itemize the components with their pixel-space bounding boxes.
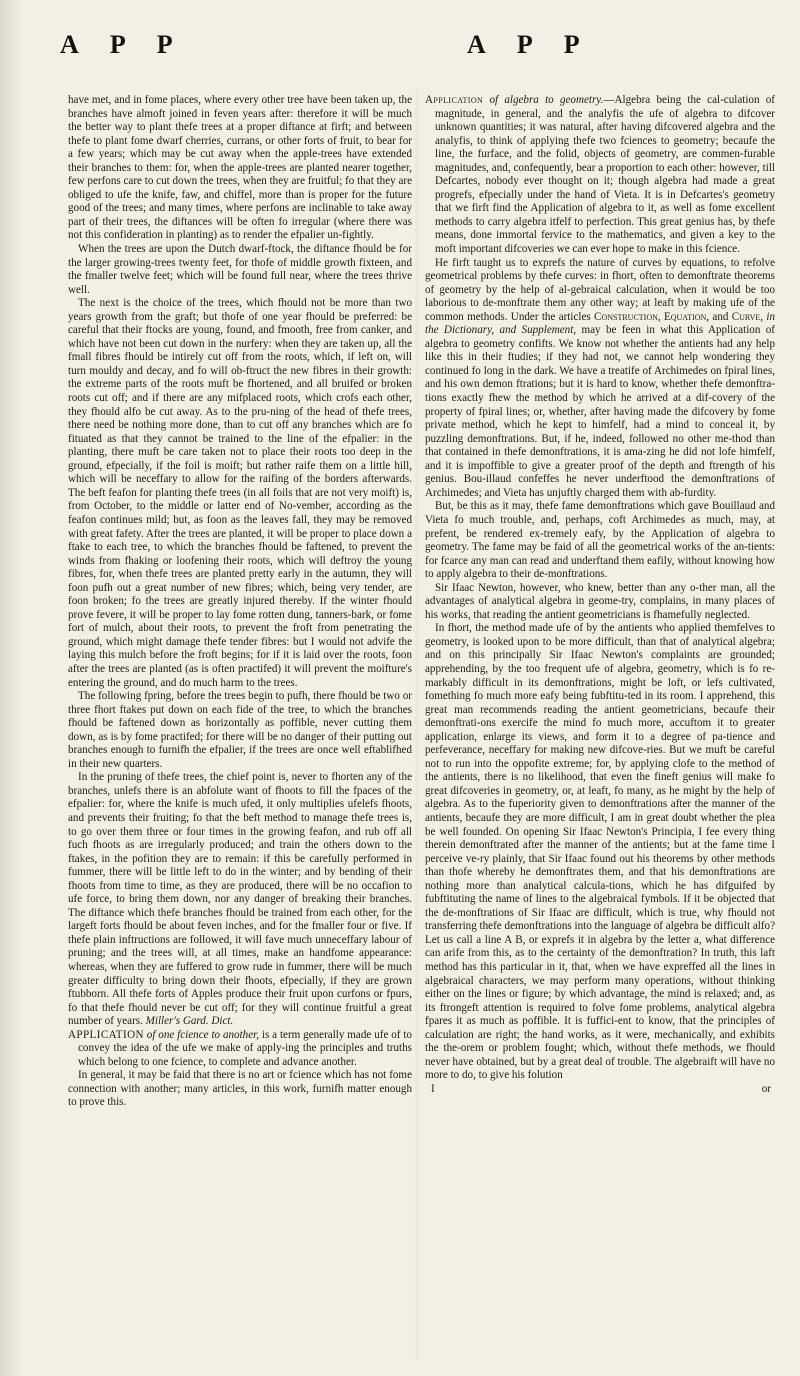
paragraph	[68, 771, 412, 1028]
paragraph-text: In the pruning of thefe trees, the chief point is, never to fhorten any of the branches, unlefs there is an abfolute want of fhoots to fill the fpaces of the efpalier: for, where the knife is much ufed, it only multiplies ufelefs fhoots, and prevents their fruiting; fo that the beft method to manage thefe trees is, to go over them three or four times in the growing feafon, and rub off all fuch fhoots as are irregularly produced; and train the others down to the ftakes, in the pofition they are to remain: if this be carefully performed in fummer, there will be little left to do in the winter; and by bending of their fhoots from time to time, as they are produced, there will be no occafion to ufe force, to bring them down, nor any danger of breaking their branches. The diftance which thefe branches fhould be trained from each other, for the largeft forts fhould be about feven inches, and for the fmaller four or five. If thefe plain inftructions are followed, it will fave much unneceffary labour of pruning; and the trees will, at all times, make an handfome appearance: whereas, when they are fuffered to grow rude in fummer, there will be much greater difficulty to bring down their fhoots, efpecially, if they are grown ftubborn. All thefe forts of Apples produce their fruit upon curfons or fpurs, fo that thefe fhould never be cut off; for they will continue fruitful a great number of years.	[68, 771, 412, 1028]
paragraph: When the trees are upon the Dutch dwarf-ftock, the diftance fhould be for the larger growing-trees twenty feet, for thofe of middle growth fixteen, and the fmaller twelve feet; which will be found full near, where the trees thrive well.	[68, 243, 412, 296]
catchword: or	[761, 1082, 771, 1095]
source-reference: Miller's Gard. Dict.	[145, 1015, 234, 1028]
page-footer	[425, 1083, 775, 1097]
paragraph: But, be this as it may, thefe fame demonftrations which gave Bouillaud and Vieta fo much trouble, and, perhaps, coft Archimedes as much, may, at prefent, be rendered ex-tremely eafy, by the Application of algebra to geometry. The fame may be faid of all the geometrical works of the an-tients: for fcarce any man can read and underftand them eafily, without knowing how to apply algebra to their de-monftrations.	[425, 500, 775, 581]
paragraph: The next is the choice of the trees, which fhould not be more than two years growth from the graft; but thofe of one year fhould be preferred: be careful that their ftocks are young, found, and fmooth, free from canker, and which have not been cut down in the nurfery: when they are taken up, all the fmall fibres fhould be intirely cut off from the roots, which, if left on, will turn mouldy and decay, and fo will ob-ftruct the new fibres in their growth: the extreme parts of the roots muft be fhortened, and all bruifed or broken roots cut off; and if there are any mifplaced roots, which crofs each other, they fhould alfo be cut away. As to the pru-ning of the head of thefe trees, there need be nothing more done, than to cut off any branches which are fo fituated as that they cannot be trained to the line of the efpalier: in the planting, there muft be care taken not to place their roots too deep in the ground, efpecially, if the foil is moift; but rather raife them on a little hill, which will be neceffary to allow for the raifing of the borders afterwards. The beft feafon for planting thefe trees (in all foils that are not very moift) is, from October, to the middle or latter end of No-vember, according as the feafon continues mild; but, as foon as the leaves fall, they may be removed with great fafety. After the trees are planted, it will be proper to place down a ftake to each tree, to which the branches fhould be faftened, to prevent the winds from fhaking or loofening their roots, which will deftroy the young fibres, for, when thefe trees are planted pretty early in the autumn, they will foon pufh out a great number of new fibres; which, being very tender, are foon broken; fo the trees are greatly injured thereby. If the winter fhould prove fevere, it will be proper to lay fome rotten dung, tanners-bark, or fome fort of mulch, about their roots, to prevent the froft from penetrating the ground, which might damage thefe tender fibres: but I would not advife the laying this mulch before the froft begins; for if it is laid over the roots, foon after the trees are planted (as is often practifed) it will prevent the moifture's entering the ground, and do much harm to the trees.	[68, 297, 412, 689]
dictionary-entry	[68, 1029, 412, 1070]
dictionary-entry	[425, 94, 775, 257]
paragraph	[425, 257, 775, 501]
paragraph: In fhort, the method made ufe of by the antients who applied themfelves to geometry, is looked upon to be more difficult, than that of analytical algebra; and on this principally Sir Ifaac Newton's complaints are grounded; apprehending, by the too frequent ufe of algebra, geometry, which is fo re-markably difficult in its demonftrations, might be loft, or lefs cultivated, fomething fo much more eafy being fubftitu-ted in its room. I apprehend, this great man recommends reading the antient geometricians, becaufe their demonftrati-ons exercife the mind fo much more, accuftom it to greater application, enlarge its views, and form it to a degree of pa-tience and perfeverance, neceffary for making new difcove-ries. But we muft be careful not to run into the oppofite extreme; for, by applying clofe to the method of the antients, there is no likelihood, that even the fineft genius will make fo great difcoveries in geometry, or, at leaft, fo many, as he might by the help of algebra. As to the fuperiority given to demonftrations after the manner of the antients, becaufe they are more difficult, I am in great doubt whether the plea be well founded. On opening Sir Ifaac Newton's Principia, I fee every thing therein demonftrated after the manner of the antients; but at the fame time I perceive ve-ry plainly, that Sir Ifaac found out his theorems by other methods than thofe whereby he demonftrates them, and that his demonftrations are nothing more than analytical calcula-tions, which he has difguifed by fubftituting the name of lines to the algebraical fymbols. If it be objected that the de-monftrations of Sir Ifaac are difficult, which is true, why fhould not transferring thefe demonftrations into the language of algebra be difficult alfo? Let us call a line A B, or exprefs it in algebra by the letter a, what difference can arife from this, as to the certainty of the demonftration? In truth, this laft method has this particular in it, that, when we have expreffed all the lines in algebraical characters, we may perform many operations, without thinking either on the lines or figure; by which advantage, the mind is relaxed; and, as its ftrongeft attention is required to folve fome problems, analytical algebra fpares it as much as poffible. It is fuffici-ent to know, that the principles of calculation are right; the hand works, as it were, mechanically, and exhibits the the-orem or problem fought; which, without thefe methods, we fhould never have obtained, but by a great deal of trouble. The algebraift will have no more to do, to give his folution	[425, 622, 775, 1082]
cross-reference-note: in the Dictionary, and Supplement,	[425, 310, 775, 337]
entry-definition: —Algebra being the cal-culation of magnitude, in general, and the analyfis the ufe of algebra to difcover unknown quantities; it was natural, after having difcovered algebra and the analyfis, to think of applying thefe two fciences to geometry; becaufe the line, the furface, and the folid, objects of geometry, are commen-furable magnitudes, and, confequently, bear a proportion to each other: however, till Defcartes, nobody ever thought on it; though algebra had made a great progrefs, efpecially under the hand of Vieta. It is in Defcartes's geometry that we firft find the Application of algebra to it, as well as fome excellent methods to carry algebra itfelf to perfection. This great genius has, by thefe means, done immortal fervice to the mathematics, and given a key to the moft important difcoveries we can ever hope to make in this fcience.	[435, 94, 776, 256]
running-head-left: A P P	[60, 30, 186, 59]
paragraph: In general, it may be faid that there is no art or fcience which has not fome connection with another; many articles, in this work, furnifh matter enough to prove this.	[68, 1069, 412, 1109]
paragraph-text: may be feen in what this Application of algebra to geometry confifts. We know not whether the antients had any help like this in their ftudies; if they had not, we cannot help wondering they continued fo long in the dark. We have a treatife of Archimedes on fpiral lines, and his own demon ftrations; but it is hard to know, whether thefe demonftra-tions exactly fhew the method by which he arrived at a dif-covery of the property of fpiral lines; or, whether, after having made the difcovery by fome private method, which he kept to himfelf, had a mind to conceal it, by puzzling demonftrations. But, if he, indeed, followed no other me-thod than that contained in thefe demonftrations, it is ama-zing he did not lofe himfelf, and it is impoffible to give a greater proof of the depth and ftrength of his genius. Bou-illaud confeffes he never underftood the demonftrations of Archimedes; and Vieta has unjuftly charged them with ab-furdity.	[425, 324, 775, 499]
paragraph-text: He firft taught us to exprefs the nature of curves by equations, to refolve geometrical problems by thefe curves: in fhort, often to demonftrate theorems of geometry by the help of al-gebraical calculation, when it would be too laborious to de-monftrate them any other way; at leaft by making ufe of the common methods. Under the articles	[425, 256, 775, 323]
paragraph: Sir Ifaac Newton, however, who knew, better than any o-ther man, all the advantages of analytical algebra in geome-try, complains, in many places of his works, that reading the antient geometricians is fhamefully neglected.	[425, 581, 775, 621]
entry-definition: is a term generally made ufe of to convey the idea of the ufe we make of apply-ing the principles and truths which belong to one fcience, to complete and advance another.	[78, 1028, 412, 1068]
paragraph-text: and	[712, 310, 729, 323]
page-binding-shadow	[0, 0, 22, 1376]
entry-subtitle: of one fcience to another,	[146, 1028, 260, 1041]
entry-headword: Application	[425, 94, 484, 106]
signature-mark: I	[431, 1082, 435, 1095]
paragraph: The following fpring, before the trees begin to pufh, there fhould be two or three fhort ftakes put down on each fide of the tree, to which the branches fhould be faftened down as horizontally as poffible, never cutting them down, as is by fome practifed; for there will be no danger of their putting out branches enough to furnifh the efpalier, if the trees are once well eftablifhed in their new quarters.	[68, 690, 412, 770]
cross-reference: Construction, Equation,	[594, 310, 710, 323]
right-column	[425, 94, 775, 1097]
column-gutter	[414, 90, 420, 1360]
paragraph: have met, and in fome places, where every other tree have been taken up, the branches have almoft joined in feven years after: therefore it will be much the better way to plant thefe trees at a proper diftance at firft; and between thefe to plant fome dwarf cherries, currans, or other forts of fruit, to bear for a few years; which may be cut away when the apple-trees have extended their branches to them: for, when the apple-trees are planted nearer together, few perfons care to cut down the trees, when they are fruitful; fo that they are obliged to ufe the knife, faw, and chiffel, more than is proper for the future good of the trees; and many times, where perfons are inclinable to take away part of their trees, the diftances will be often fo irregular (where there was not this confideration in planting) as to render the efpalier un-fightly.	[68, 94, 412, 242]
entry-subtitle: of algebra to geometry.	[489, 94, 604, 106]
entry-headword: APPLICATION	[68, 1028, 144, 1041]
left-column	[68, 94, 412, 1110]
cross-reference: Curve,	[731, 310, 764, 323]
running-head-right: A P P	[467, 30, 593, 59]
